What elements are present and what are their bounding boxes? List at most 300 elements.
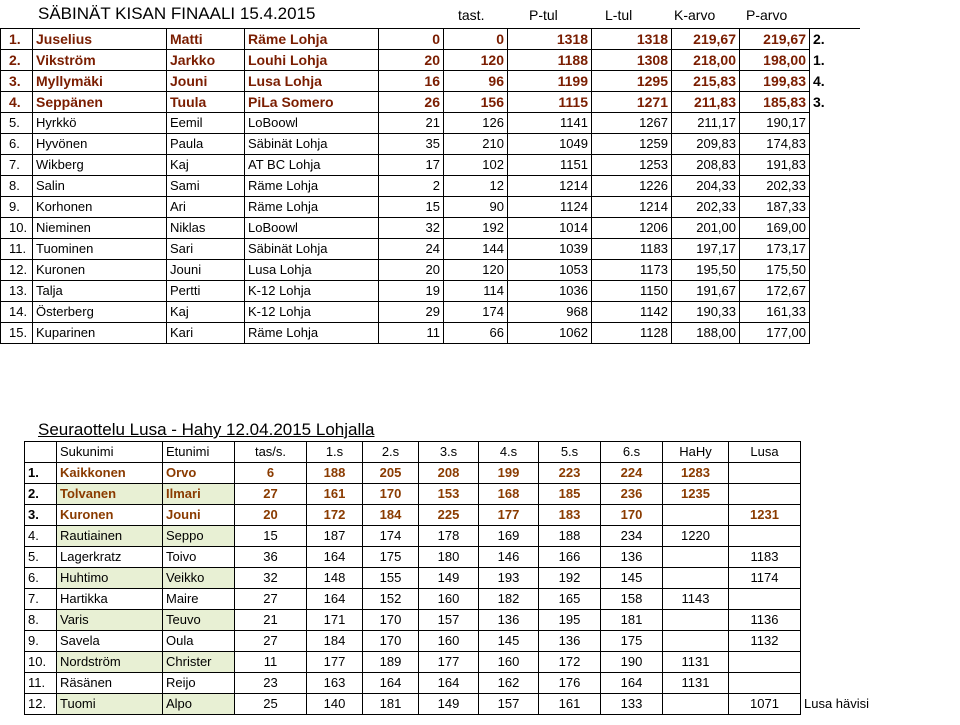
cell-hahy-total: 1131 <box>663 652 729 673</box>
cell-game2: 170 <box>363 631 419 652</box>
cell-surname: Tolvanen <box>57 484 163 505</box>
cell-firstname: Toivo <box>163 547 235 568</box>
cell-surname: Myllymäki <box>33 71 167 92</box>
cell-avg-scratch: 177,00 <box>740 323 810 344</box>
player-row <box>25 652 879 673</box>
cell-total: 1295 <box>592 71 672 92</box>
cell-handicap: 20 <box>379 260 444 281</box>
cell-game5: 161 <box>539 694 601 715</box>
cell-game3: 164 <box>419 673 479 694</box>
cell-rank: 15. <box>1 323 33 344</box>
cell-game5: 176 <box>539 673 601 694</box>
player-row <box>25 694 879 715</box>
cell-game4: 177 <box>479 505 539 526</box>
cell-total-handicap: 102 <box>444 155 508 176</box>
cell-firstname: Paula <box>167 134 245 155</box>
player-row <box>25 610 879 631</box>
cell-scratch: 1036 <box>508 281 592 302</box>
cell-firstname: Jarkko <box>167 50 245 71</box>
cell-total-handicap: 114 <box>444 281 508 302</box>
cell-total-handicap: 0 <box>444 29 508 50</box>
cell-total-handicap: 66 <box>444 323 508 344</box>
result-row <box>1 323 860 344</box>
cell-avg-handicap: 215,83 <box>672 71 740 92</box>
cell-game6: 158 <box>601 589 663 610</box>
cell-handicap: 27 <box>235 484 307 505</box>
header-row <box>25 442 879 463</box>
match-title: Seuraottelu Lusa - Hahy 12.04.2015 Lohjalla <box>38 420 375 439</box>
cell-surname: Österberg <box>33 302 167 323</box>
cell-note: Lusa hävisi <box>804 696 870 711</box>
cell-avg-scratch: 202,33 <box>740 176 810 197</box>
cell-scratch: 1199 <box>508 71 592 92</box>
club-match-table <box>24 441 879 715</box>
cell-rank: 1. <box>25 463 57 484</box>
cell-surname: Hartikka <box>57 589 163 610</box>
cell-total: 1259 <box>592 134 672 155</box>
cell-note <box>801 610 879 631</box>
cell-game1: 148 <box>307 568 363 589</box>
cell-game1: 187 <box>307 526 363 547</box>
cell-game2: 189 <box>363 652 419 673</box>
cell-game1: 164 <box>307 547 363 568</box>
cell-handicap: 35 <box>379 134 444 155</box>
col-header-ptul: P-tul <box>529 7 558 23</box>
cell-game4: 157 <box>479 694 539 715</box>
cell-lusa-total <box>729 463 801 484</box>
cell-total: 1226 <box>592 176 672 197</box>
cell-firstname: Kaj <box>167 155 245 176</box>
cell-hahy-total <box>663 505 729 526</box>
cell-placement <box>810 155 860 176</box>
cell-game5: 172 <box>539 652 601 673</box>
cell-club: Säbinät Lohja <box>245 134 379 155</box>
cell-game6: 164 <box>601 673 663 694</box>
cell-handicap: 20 <box>235 505 307 526</box>
cell-surname: Tuominen <box>33 239 167 260</box>
cell-surname: Kaikkonen <box>57 463 163 484</box>
cell-club: Räme Lohja <box>245 323 379 344</box>
cell-club: Räme Lohja <box>245 197 379 218</box>
cell-game4: 193 <box>479 568 539 589</box>
cell-surname: Huhtimo <box>57 568 163 589</box>
cell-surname: Hyvönen <box>33 134 167 155</box>
cell-avg-handicap: 209,83 <box>672 134 740 155</box>
cell-handicap: 6 <box>235 463 307 484</box>
cell-avg-scratch: 172,67 <box>740 281 810 302</box>
cell-game4: 136 <box>479 610 539 631</box>
player-row <box>25 526 879 547</box>
header-cell: 1.s <box>307 442 363 463</box>
cell-placement: 2. <box>810 29 860 50</box>
player-row <box>25 505 879 526</box>
cell-lusa-total <box>729 589 801 610</box>
cell-firstname: Niklas <box>167 218 245 239</box>
cell-game1: 184 <box>307 631 363 652</box>
cell-game2: 174 <box>363 526 419 547</box>
cell-avg-handicap: 208,83 <box>672 155 740 176</box>
cell-rank: 6. <box>25 568 57 589</box>
result-row <box>1 155 860 176</box>
cell-game4: 169 <box>479 526 539 547</box>
cell-note <box>801 568 879 589</box>
cell-game6: 170 <box>601 505 663 526</box>
cell-game6: 181 <box>601 610 663 631</box>
cell-game4: 146 <box>479 547 539 568</box>
cell-note <box>801 652 879 673</box>
cell-surname: Kuronen <box>57 505 163 526</box>
cell-game2: 155 <box>363 568 419 589</box>
cell-game5: 165 <box>539 589 601 610</box>
cell-scratch: 1151 <box>508 155 592 176</box>
player-row <box>25 547 879 568</box>
cell-club: LoBoowl <box>245 113 379 134</box>
cell-handicap: 32 <box>379 218 444 239</box>
cell-total-handicap: 12 <box>444 176 508 197</box>
cell-scratch: 1141 <box>508 113 592 134</box>
result-row <box>1 260 860 281</box>
cell-handicap: 27 <box>235 631 307 652</box>
cell-game2: 184 <box>363 505 419 526</box>
cell-handicap: 24 <box>379 239 444 260</box>
cell-hahy-total <box>663 547 729 568</box>
cell-game6: 133 <box>601 694 663 715</box>
result-row <box>1 281 860 302</box>
cell-lusa-total <box>729 652 801 673</box>
header-cell: 5.s <box>539 442 601 463</box>
cell-firstname: Christer <box>163 652 235 673</box>
cell-rank: 13. <box>1 281 33 302</box>
header-cell <box>25 442 57 463</box>
cell-game5: 183 <box>539 505 601 526</box>
cell-game1: 140 <box>307 694 363 715</box>
player-row <box>25 463 879 484</box>
cell-club: Räme Lohja <box>245 29 379 50</box>
cell-surname: Kuronen <box>33 260 167 281</box>
cell-game2: 175 <box>363 547 419 568</box>
cell-handicap: 21 <box>379 113 444 134</box>
cell-hahy-total <box>663 694 729 715</box>
cell-game3: 153 <box>419 484 479 505</box>
cell-surname: Räsänen <box>57 673 163 694</box>
cell-avg-scratch: 173,17 <box>740 239 810 260</box>
cell-firstname: Jouni <box>167 71 245 92</box>
header-cell: 2.s <box>363 442 419 463</box>
cell-game4: 145 <box>479 631 539 652</box>
cell-note <box>801 463 879 484</box>
player-row <box>25 673 879 694</box>
cell-placement: 1. <box>813 52 825 68</box>
cell-rank: 4. <box>25 526 57 547</box>
cell-surname: Wikberg <box>33 155 167 176</box>
cell-total: 1183 <box>592 239 672 260</box>
cell-lusa-total: 1136 <box>729 610 801 631</box>
cell-handicap: 27 <box>235 589 307 610</box>
cell-game5: 192 <box>539 568 601 589</box>
cell-avg-scratch: 198,00 <box>740 50 810 71</box>
cell-surname: Talja <box>33 281 167 302</box>
cell-game5: 185 <box>539 484 601 505</box>
cell-rank: 5. <box>1 113 33 134</box>
cell-rank: 12. <box>25 694 57 715</box>
header-cell: tas/s. <box>235 442 307 463</box>
cell-club: Lusa Lohja <box>245 71 379 92</box>
cell-game6: 136 <box>601 547 663 568</box>
cell-rank: 11. <box>25 673 57 694</box>
cell-club: Lusa Lohja <box>245 260 379 281</box>
cell-game5: 195 <box>539 610 601 631</box>
cell-game3: 160 <box>419 589 479 610</box>
cell-surname: Nordström <box>57 652 163 673</box>
cell-surname: Varis <box>57 610 163 631</box>
cell-note <box>801 547 879 568</box>
cell-firstname: Reijo <box>163 673 235 694</box>
cell-handicap: 36 <box>235 547 307 568</box>
cell-scratch: 1124 <box>508 197 592 218</box>
cell-handicap: 20 <box>379 50 444 71</box>
cell-game3: 149 <box>419 694 479 715</box>
cell-avg-handicap: 201,00 <box>672 218 740 239</box>
cell-avg-handicap: 190,33 <box>672 302 740 323</box>
result-row <box>1 113 860 134</box>
cell-total: 1308 <box>592 50 672 71</box>
cell-game6: 145 <box>601 568 663 589</box>
cell-note <box>801 505 879 526</box>
cell-surname: Salin <box>33 176 167 197</box>
cell-game1: 163 <box>307 673 363 694</box>
header-cell: 6.s <box>601 442 663 463</box>
cell-rank: 2. <box>1 50 33 71</box>
cell-game1: 177 <box>307 652 363 673</box>
cell-scratch: 1115 <box>508 92 592 113</box>
cell-placement: 3. <box>813 94 825 110</box>
header-cell: 4.s <box>479 442 539 463</box>
cell-note <box>801 631 879 652</box>
cell-avg-handicap: 202,33 <box>672 197 740 218</box>
cell-handicap: 0 <box>379 29 444 50</box>
cell-firstname: Kaj <box>167 302 245 323</box>
cell-hahy-total <box>663 610 729 631</box>
cell-total-handicap: 210 <box>444 134 508 155</box>
result-row <box>1 134 860 155</box>
cell-avg-scratch: 161,33 <box>740 302 810 323</box>
cell-total: 1206 <box>592 218 672 239</box>
cell-hahy-total: 1220 <box>663 526 729 547</box>
cell-note <box>801 673 879 694</box>
cell-firstname: Orvo <box>163 463 235 484</box>
cell-avg-scratch: 191,83 <box>740 155 810 176</box>
cell-total-handicap: 126 <box>444 113 508 134</box>
cell-rank: 2. <box>25 484 57 505</box>
cell-rank: 3. <box>25 505 57 526</box>
cell-firstname: Ari <box>167 197 245 218</box>
cell-total: 1142 <box>592 302 672 323</box>
cell-scratch: 1014 <box>508 218 592 239</box>
cell-avg-handicap: 204,33 <box>672 176 740 197</box>
cell-handicap: 21 <box>235 610 307 631</box>
cell-avg-scratch: 169,00 <box>740 218 810 239</box>
cell-game2: 170 <box>363 484 419 505</box>
cell-total: 1214 <box>592 197 672 218</box>
cell-game3: 149 <box>419 568 479 589</box>
cell-club: LoBoowl <box>245 218 379 239</box>
cell-scratch: 1318 <box>508 29 592 50</box>
result-row <box>1 197 860 218</box>
cell-rank: 14. <box>1 302 33 323</box>
cell-avg-handicap: 188,00 <box>672 323 740 344</box>
cell-game4: 168 <box>479 484 539 505</box>
cell-game2: 181 <box>363 694 419 715</box>
cell-firstname: Jouni <box>167 260 245 281</box>
cell-handicap: 11 <box>379 323 444 344</box>
cell-rank: 1. <box>1 29 33 50</box>
spacer-cell <box>801 442 879 463</box>
cell-lusa-total: 1174 <box>729 568 801 589</box>
cell-game2: 205 <box>363 463 419 484</box>
cell-surname: Seppänen <box>33 92 167 113</box>
player-row <box>25 631 879 652</box>
cell-game1: 188 <box>307 463 363 484</box>
cell-game5: 136 <box>539 631 601 652</box>
cell-game6: 190 <box>601 652 663 673</box>
cell-placement <box>810 218 860 239</box>
cell-total-handicap: 144 <box>444 239 508 260</box>
cell-surname: Rautiainen <box>57 526 163 547</box>
cell-surname: Tuomi <box>57 694 163 715</box>
cell-avg-scratch: 190,17 <box>740 113 810 134</box>
cell-avg-handicap: 218,00 <box>672 50 740 71</box>
cell-total: 1128 <box>592 323 672 344</box>
cell-placement <box>810 113 860 134</box>
cell-handicap: 26 <box>379 92 444 113</box>
cell-scratch: 1188 <box>508 50 592 71</box>
cell-hahy-total: 1283 <box>663 463 729 484</box>
cell-avg-scratch: 185,83 <box>740 92 810 113</box>
player-row <box>25 568 879 589</box>
header-cell: HaHy <box>663 442 729 463</box>
cell-avg-handicap: 191,67 <box>672 281 740 302</box>
cell-surname: Savela <box>57 631 163 652</box>
cell-game6: 175 <box>601 631 663 652</box>
cell-firstname: Kari <box>167 323 245 344</box>
cell-rank: 3. <box>1 71 33 92</box>
cell-hahy-total <box>663 568 729 589</box>
cell-game4: 160 <box>479 652 539 673</box>
cell-game4: 162 <box>479 673 539 694</box>
cell-lusa-total <box>729 526 801 547</box>
cell-total-handicap: 90 <box>444 197 508 218</box>
cell-club: K-12 Lohja <box>245 302 379 323</box>
cell-firstname: Matti <box>167 29 245 50</box>
header-cell: 3.s <box>419 442 479 463</box>
cell-game4: 182 <box>479 589 539 610</box>
cell-avg-handicap: 211,17 <box>672 113 740 134</box>
cell-game6: 236 <box>601 484 663 505</box>
cell-game6: 224 <box>601 463 663 484</box>
cell-game3: 160 <box>419 631 479 652</box>
cell-total-handicap: 96 <box>444 71 508 92</box>
cell-firstname: Teuvo <box>163 610 235 631</box>
cell-surname: Hyrkkö <box>33 113 167 134</box>
cell-game5: 166 <box>539 547 601 568</box>
cell-firstname: Oula <box>163 631 235 652</box>
result-row <box>1 239 860 260</box>
result-row <box>1 29 860 50</box>
final-results-table <box>0 28 860 344</box>
cell-scratch: 1039 <box>508 239 592 260</box>
cell-lusa-total: 1231 <box>729 505 801 526</box>
cell-handicap: 2 <box>379 176 444 197</box>
cell-lusa-total: 1183 <box>729 547 801 568</box>
cell-rank: 4. <box>1 92 33 113</box>
cell-placement <box>810 134 860 155</box>
cell-rank: 10. <box>1 218 33 239</box>
cell-firstname: Alpo <box>163 694 235 715</box>
cell-hahy-total <box>663 631 729 652</box>
cell-club: K-12 Lohja <box>245 281 379 302</box>
cell-game1: 164 <box>307 589 363 610</box>
player-row <box>25 484 879 505</box>
cell-rank: 7. <box>1 155 33 176</box>
cell-surname: Nieminen <box>33 218 167 239</box>
cell-firstname: Maire <box>163 589 235 610</box>
cell-lusa-total: 1071 <box>729 694 801 715</box>
cell-firstname: Sari <box>167 239 245 260</box>
cell-total: 1267 <box>592 113 672 134</box>
result-row <box>1 302 860 323</box>
cell-rank: 11. <box>1 239 33 260</box>
result-row <box>1 71 860 92</box>
cell-club: Louhi Lohja <box>245 50 379 71</box>
cell-total: 1253 <box>592 155 672 176</box>
cell-total: 1173 <box>592 260 672 281</box>
cell-total-handicap: 192 <box>444 218 508 239</box>
cell-game6: 234 <box>601 526 663 547</box>
cell-firstname: Sami <box>167 176 245 197</box>
cell-game5: 223 <box>539 463 601 484</box>
cell-game2: 170 <box>363 610 419 631</box>
cell-game3: 208 <box>419 463 479 484</box>
cell-placement <box>810 197 860 218</box>
cell-game3: 180 <box>419 547 479 568</box>
cell-scratch: 968 <box>508 302 592 323</box>
cell-placement <box>810 302 860 323</box>
cell-note <box>801 526 879 547</box>
cell-total: 1318 <box>592 29 672 50</box>
cell-placement <box>810 176 860 197</box>
cell-rank: 6. <box>1 134 33 155</box>
cell-total-handicap: 174 <box>444 302 508 323</box>
cell-firstname: Pertti <box>167 281 245 302</box>
cell-club: AT BC Lohja <box>245 155 379 176</box>
cell-handicap: 17 <box>379 155 444 176</box>
cell-game1: 172 <box>307 505 363 526</box>
cell-game3: 178 <box>419 526 479 547</box>
cell-club: PiLa Somero <box>245 92 379 113</box>
cell-surname: Lagerkratz <box>57 547 163 568</box>
header-cell: Sukunimi <box>57 442 163 463</box>
cell-avg-scratch: 219,67 <box>740 29 810 50</box>
cell-avg-handicap: 197,17 <box>672 239 740 260</box>
cell-placement <box>810 281 860 302</box>
header-cell: Lusa <box>729 442 801 463</box>
cell-rank: 5. <box>25 547 57 568</box>
cell-club: Räme Lohja <box>245 176 379 197</box>
cell-handicap: 15 <box>235 526 307 547</box>
cell-rank: 12. <box>1 260 33 281</box>
cell-placement: 4. <box>813 73 825 89</box>
cell-club: Säbinät Lohja <box>245 239 379 260</box>
